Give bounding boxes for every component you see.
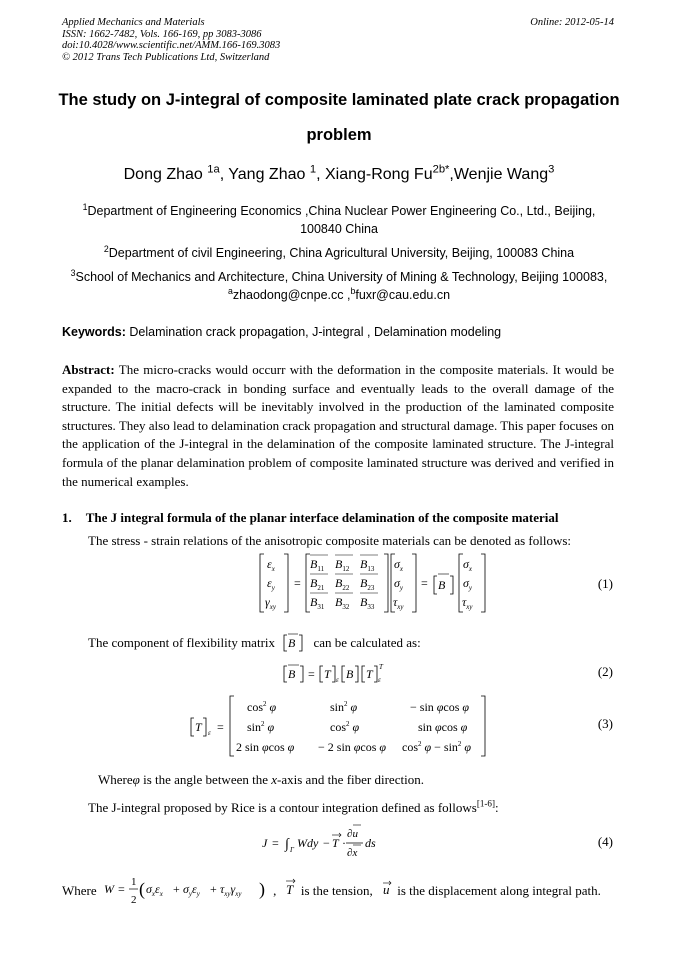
svg-text:Wdy: Wdy xyxy=(297,836,319,850)
affiliation-text: Department of civil Engineering, China Agricultural University, Beijing, 100083 China xyxy=(108,246,575,260)
svg-text:B12: $B_{12}$ xyxy=(335,557,350,573)
svg-text:1: 1 xyxy=(130,876,137,888)
online-date: Online: 2012-05-14 xyxy=(530,17,614,28)
author-separator: , xyxy=(316,166,325,183)
paragraph-text: -axis and the fiber direction. xyxy=(277,772,424,787)
svg-text:εy: $\varepsilon_y$ xyxy=(267,576,275,592)
keywords-text: Delamination crack propagation, J-integral , Delamination modeling xyxy=(125,325,502,339)
strain-energy-formula xyxy=(104,872,270,908)
equation-3-graphic xyxy=(190,694,490,758)
paragraph-text: The component of flexibility matrix xyxy=(88,635,276,650)
author-sup: 3 xyxy=(548,163,555,176)
svg-text:cos2 φ: $\cos^2 \varphi$ xyxy=(330,720,360,734)
author-name: Dong Zhao xyxy=(123,166,208,183)
svg-text:−: − xyxy=(323,836,330,850)
paragraph-flexibility xyxy=(88,632,421,652)
author-separator: , xyxy=(449,166,454,183)
svg-text:σx: $\sigma_x$ xyxy=(394,557,404,573)
paragraph-text: Where xyxy=(62,883,97,898)
svg-text:∂x: ∂x xyxy=(347,847,358,859)
svg-text:+: + xyxy=(172,882,180,896)
svg-text:− sin φcos φ: − sin φcos φ xyxy=(410,700,470,714)
svg-text:): ) xyxy=(258,879,265,899)
svg-text:σxεx: $\sigma_x\varepsilon_x$ xyxy=(145,882,163,898)
equation-1 xyxy=(250,552,500,618)
section-number: 1. xyxy=(62,510,72,525)
svg-text:B: B xyxy=(288,667,296,681)
keywords xyxy=(62,325,501,339)
email-sup: a xyxy=(227,285,233,296)
affiliation-sup: 3 xyxy=(70,267,76,278)
svg-text:sin2 φ: $\sin^2 \varphi$ xyxy=(330,700,358,714)
author-sup: 1 xyxy=(309,163,317,176)
x-variable: x xyxy=(271,772,278,787)
svg-text:T: T xyxy=(332,836,339,850)
svg-text:σy: $\sigma_y$ xyxy=(463,576,473,592)
svg-text:τxy: $\tau_{xy}$ xyxy=(393,595,404,611)
author-name: Wenjie Wang xyxy=(453,166,549,183)
journal-header xyxy=(62,17,280,63)
abstract-text: The micro-cracks would occurr with the deformation in the composite materials. It would be expanded to the macro-crack in bonding surface and eventually leads to the overall damage of the structure. The initial defects will be inevitably involved in the production of the laminated composite structures. They also lead to delamination crack propagation and structural damage. This paper focuses on the application of the J-integral in the delamination of the composite laminated structure. The J-integral formula of the planar delamination problem of composite laminated structure was derived and verified in the numerical examples. xyxy=(62,362,614,489)
paragraph-where-w xyxy=(62,872,601,908)
svg-text:B21: $B_{21}$ xyxy=(310,576,325,592)
author-sup: 2b* xyxy=(432,163,450,176)
paper-title-line1: The study on J-integral of composite laminated plate crack propagation xyxy=(58,91,620,109)
svg-text:cos2 φ: $\cos^2 \varphi$ xyxy=(247,700,277,714)
equation-4-graphic xyxy=(262,820,382,864)
author-name: Xiang-Rong Fu xyxy=(324,166,433,183)
email-address: fuxr@cau.edu.cn xyxy=(355,288,451,302)
svg-text:∫: ∫ xyxy=(285,837,289,852)
svg-text:∂u: ∂u xyxy=(347,828,358,840)
svg-text:=: = xyxy=(421,576,428,590)
svg-text:sin2 φ: $\sin^2 \varphi$ xyxy=(247,720,275,734)
equation-2 xyxy=(283,662,393,688)
equation-3 xyxy=(190,694,490,762)
author-list xyxy=(40,163,638,184)
equation-number: (1) xyxy=(597,576,613,591)
svg-text:ε: ε xyxy=(336,676,339,684)
svg-text:sin φcos φ: sin φcos φ xyxy=(418,720,468,734)
svg-text:B: B xyxy=(438,578,446,592)
paragraph-text: is the tension, xyxy=(297,883,373,898)
svg-text:B31: $B_{31}$ xyxy=(310,595,325,611)
svg-text:T: T xyxy=(366,667,373,681)
affiliation-sup: 2 xyxy=(103,243,109,254)
paragraph-text: The J-integral proposed by Rice is a contour integration defined as follows xyxy=(88,800,477,815)
svg-text:T: T xyxy=(285,882,293,897)
author-sup: 1a xyxy=(207,163,220,176)
email-sup: b xyxy=(350,285,356,296)
journal-name: Applied Mechanics and Materials xyxy=(62,17,205,28)
section-heading xyxy=(62,510,559,526)
equation-2-graphic xyxy=(283,662,393,684)
affiliation-3 xyxy=(40,268,638,304)
svg-text:2: 2 xyxy=(130,894,137,906)
abstract xyxy=(62,361,614,491)
paragraph-stress-strain: The stress - strain relations of the anisotropic composite materials can be denoted as follows: xyxy=(88,533,572,548)
paragraph-text: Where xyxy=(98,772,133,787)
svg-text:σy: $\sigma_y$ xyxy=(394,576,404,592)
svg-text:=: = xyxy=(217,720,224,734)
svg-text:B: B xyxy=(288,636,296,650)
svg-text:B22: $B_{22}$ xyxy=(335,576,350,592)
svg-text:cos2 φ − sin2 φ: $\cos^2 \varphi - \sin^2 \varphi$ xyxy=(402,740,472,754)
paragraph-j-integral xyxy=(88,800,499,816)
svg-text:ε: ε xyxy=(208,729,211,737)
svg-text:B13: $B_{13}$ xyxy=(360,557,375,573)
abstract-label: Abstract: xyxy=(62,362,115,377)
svg-text:γxy: $\gamma_{xy}$ xyxy=(265,595,276,611)
svg-text:σyεy: $\sigma_y\varepsilon_y$ xyxy=(182,882,200,898)
svg-text:τxy: $\tau_{xy}$ xyxy=(462,595,473,611)
doi-line: doi:10.4028/www.scientific.net/AMM.166-169.3083 xyxy=(62,40,281,51)
equation-number: (4) xyxy=(597,834,613,849)
keywords-label: Keywords: xyxy=(62,325,126,339)
svg-text:=: = xyxy=(117,882,125,896)
svg-text:Γ: Γ xyxy=(290,846,294,854)
displacement-symbol xyxy=(380,878,394,898)
author-name: Yang Zhao xyxy=(228,166,310,183)
equation-number: (2) xyxy=(597,664,613,679)
copyright-line: © 2012 Trans Tech Publications Ltd, Switzerland xyxy=(62,51,270,63)
affiliation-2 xyxy=(40,244,638,262)
svg-text:T: T xyxy=(379,663,383,671)
svg-text:u: u xyxy=(383,882,390,897)
tension-symbol xyxy=(284,878,298,898)
svg-text:σx: $\sigma_x$ xyxy=(463,557,473,573)
paragraph-text: is the angle between the xyxy=(139,772,272,787)
svg-text:ds: ds xyxy=(365,836,376,850)
affiliation-sup: 1 xyxy=(82,201,88,212)
svg-text:+: + xyxy=(209,882,217,896)
svg-text:(: ( xyxy=(138,879,145,899)
svg-text:τxyγxy: $\tau_{xy}\gamma_{xy}$ xyxy=(219,882,242,898)
affiliation-text: School of Mechanics and Architecture, China University of Mining & Technology, Beijing 100083, xyxy=(75,270,608,284)
svg-text:− 2 sin φcos φ: − 2 sin φcos φ xyxy=(318,740,387,754)
paragraph-text: , xyxy=(269,883,277,898)
svg-text:B11: $B_{11}$ xyxy=(310,557,325,573)
paper-title-line2: problem xyxy=(306,126,372,144)
equation-4 xyxy=(262,820,382,868)
phi-symbol: φ xyxy=(132,772,140,787)
svg-text:B: B xyxy=(346,667,354,681)
svg-text:B23: $B_{23}$ xyxy=(360,576,375,592)
svg-text:=: = xyxy=(272,836,279,850)
svg-text:J: J xyxy=(262,836,268,850)
svg-text:W: W xyxy=(103,882,114,896)
paragraph-phi-definition xyxy=(98,772,424,788)
issn-line: ISSN: 1662-7482, Vols. 166-169, pp 3083-3086 xyxy=(62,28,262,40)
matrix-b-symbol xyxy=(282,632,306,652)
svg-text:ε: ε xyxy=(378,676,381,684)
svg-text:T: T xyxy=(324,667,331,681)
equation-1-graphic xyxy=(250,552,500,614)
svg-text:εx: $\varepsilon_x$ xyxy=(267,557,275,573)
svg-text:2 sin φcos φ: 2 sin φcos φ xyxy=(236,740,295,754)
email-address: zhaodong@cnpe.cc , xyxy=(232,288,351,302)
affiliation-text: Department of Engineering Economics ,China Nuclear Power Engineering Co., Ltd., Beijing, xyxy=(87,204,596,218)
email-line xyxy=(40,286,638,304)
author-separator: , xyxy=(219,166,229,183)
equation-number: (3) xyxy=(597,716,613,731)
paragraph-text: : xyxy=(495,800,499,815)
svg-text:=: = xyxy=(294,576,301,590)
affiliation-text: 100840 China xyxy=(300,222,378,236)
paragraph-text: is the displacement along integral path. xyxy=(394,883,601,898)
citation: [1-6] xyxy=(476,798,496,809)
section-title: The J integral formula of the planar interface delamination of the composite material xyxy=(85,510,559,525)
svg-text:=: = xyxy=(308,667,315,681)
svg-text:B33: $B_{33}$ xyxy=(360,595,375,611)
affiliation-1 xyxy=(40,202,638,238)
paragraph-text: can be calculated as: xyxy=(313,635,421,650)
svg-text:·: · xyxy=(342,836,346,850)
svg-text:T: T xyxy=(195,720,202,734)
svg-text:B32: $B_{32}$ xyxy=(335,595,350,611)
